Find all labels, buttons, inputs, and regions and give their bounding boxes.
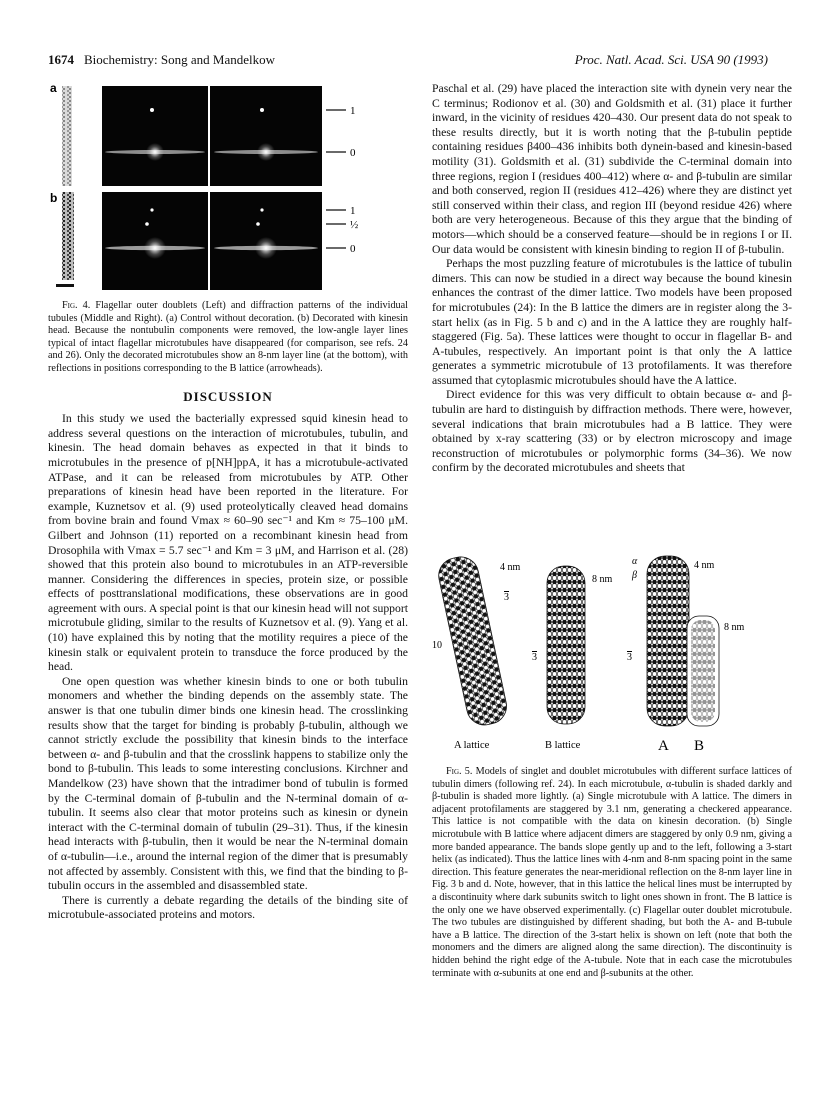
figure-5 (432, 548, 792, 758)
fig5-label-B: B (694, 738, 705, 754)
fig4-layer1-a-right (260, 108, 264, 112)
fig4-label-b-0: 0 (350, 243, 356, 255)
fig4-caption (48, 300, 408, 376)
fig5-label-3-b: 3 (532, 652, 537, 663)
discussion-paragraph-3: There is currently a debate regarding the details of the binding site of microtubule-associated proteins and motors. (48, 893, 408, 922)
fig5-caption (432, 766, 792, 980)
fig4-center-b-mid (144, 237, 166, 259)
fig4-caption-text: Flagellar outer doublets (Left) and diffraction patterns of the individual tubules (Middle and Right). (a) Control without decoration. (b) Decorated with kinesin head. Because the nontubulin components were removed, the low-angle layer lines typical of intact flagellar microtubules have disappeared (for comparison, see refs. 24 and 26). Only the decorated microtubules show an 8-nm layer line (at the bottom), with reflections in positions corresponding to the B lattice (arrowheads). (48, 300, 408, 374)
fig4-reflection-b-mid-2 (150, 208, 153, 211)
fig5-a-lattice-label: A lattice (454, 740, 490, 751)
fig4-label-a-0: 0 (350, 147, 356, 159)
fig5-label-8nm-c: 8 nm (724, 622, 745, 633)
fig5-caption-block (432, 766, 792, 980)
fig4-layer1-a-mid (150, 108, 154, 112)
fig4-label-a-1: 1 (350, 105, 356, 117)
fig5-label-A: A (658, 738, 669, 754)
fig4-doublet-b (62, 192, 74, 280)
fig4-center-a-right (257, 143, 275, 161)
discussion-heading: DISCUSSION (183, 388, 273, 404)
fig4-center-b-right (255, 237, 277, 259)
left-column (48, 300, 408, 923)
fig5-label-3-a: 3 (504, 592, 509, 603)
page-number: 1674 (48, 52, 74, 67)
fig4-diffraction-a-right (210, 86, 322, 186)
fig5-label-10: 10 (432, 640, 442, 651)
fig5-caption-text: Models of singlet and doublet microtubules with different surface lattices of tubulin dimers (following ref. 24). In each microtubule, α-tubulin is shaded darkly and β-tubulin is shaded more lightly. (a) Single microtubule with A lattice. The dimers in adjacent protofilaments are staggered by 3.1 nm, generating a checkered appearance. This lattice is not compatible with the data on kinesin decoration. (b) Single microtubule with B lattice where adjacent dimers are staggered by only 0.9 nm, giving a more banded appearance. The bands slope gently up and to the left, following a 3-start helix (as indicated). Thus the lattice lines with 4-nm and 8-nm spacing point in the same direction. This feature generates the near-meridional reflection on the 8-nm layer line in Fig. 3 b and d. Note, however, that in this lattice the helical lines must be interrupted by a discontinuity where dark subunits switch to light ones shown in front. The B lattice is the only one we have observed experimentally. (c) Flagellar outer doublet microtubule. The two tubules are distinguished by different shading, but both the A- and B-tubule have a B lattice. The direction of the 3-start helix is shown on left (note that both the monomers and the dimers are aligned along the same direction). The discontinuity is hidden behind the right edge of the A-tubule. Note that in each case the microtubules terminate with α-subunits at one end and β-subunits at the other. (432, 766, 792, 979)
fig4-panel-b-label: b (50, 191, 58, 205)
fig5-label-3-c: 3 (627, 652, 632, 663)
fig5-b-lattice-label: B lattice (545, 740, 581, 751)
discussion-paragraph-2: One open question was whether kinesin binds to one or both tubulin monomers and whether the binding depends on the assembly state. The answer is that one tubulin dimer binds one kinesin head. The crosslinking results show that the target for binding is probably β-tubulin, although we cannot strictly exclude the possibility that kinesin binds to the interface between α- and β-tubulin and that the crosslink happens to stabilize only the bond to β-tubulin. This leads to some interesting conclusions. Kirchner and Mandelkow (23) have shown that the intradimer bond of tubulin is formed by the C-terminal domain of β-tubulin and the N-terminal domain of α-tubulin. It seems also clear that motor proteins such as kinesin or dynein interact with the C-terminal domain of tubulin (29–31). Thus, if the kinesin head interacts with β-tubulin, then it would be near the N-terminal domain of α-tubulin—i.e., around the internal region of the dimer that is presumably not affected by assembly. Consistent with this, we find that the binding to β-tubulin occurs in the assembled and disassembled state. (48, 674, 408, 893)
journal-citation: Proc. Natl. Acad. Sci. USA 90 (1993) (574, 52, 768, 67)
fig5-label-beta: β (632, 570, 637, 581)
fig5-label-8nm-b: 8 nm (592, 574, 613, 585)
fig4-diffraction-a-middle (102, 86, 208, 186)
fig5-caption-label: Fig. 5. (446, 766, 473, 777)
fig4-reflection-b-right-1 (256, 222, 260, 226)
fig4-scale-bar (56, 284, 74, 287)
fig4-caption-label: Fig. 4. (62, 300, 91, 311)
running-title: Biochemistry: Song and Mandelkow (84, 52, 276, 67)
fig4-panel-a-label: a (50, 82, 57, 95)
fig4-label-b-half: ½ (350, 219, 359, 231)
right-paragraph-1: Paschal et al. (29) have placed the interaction site with dynein very near the C terminus; Rodionov et al. (30) and Goldsmith et al. (31) place it further inward, in the vicinity of residues 420–430. Our present data do not speak to these results directly, but it is worth noting that the β-tubulin peptide containing residues β400–436 inhibits both dynein-based and kinesin-based motility (31). Goldsmith et al. (31) subdivide the C-terminal domain into three regions, region I (residues 400–412) where α- and β-tubulin are similar and both conserved, region II (residues 412–426) where they are distinct yet still conserved within their class, and region III (beyond residue 426) where both are very heterogeneous. Because of this they argue that the binding of motors—which should be a conserved feature—should be in regions I or II. Our data would be consistent with kinesin binding to region II of β-tubulin. (432, 82, 792, 256)
fig5-label-4nm-c: 4 nm (694, 560, 715, 571)
right-column-top (432, 82, 792, 476)
discussion-paragraph-1: In this study we used the bacterially expressed squid kinesin head to address several questions on the interaction of microtubules, tubulin, and kinesin. The head domain behaves as expected in that it binds to microtubules in the presence of p[NH]ppA, it has a microtubule-activated ATPase, and it can be released from microtubules by ATP. Other preparations of kinesin head have been reported in the literature. For example, Kuznetsov et al. (9) used proteolytically cleaved head domains from bovine brain and found Vmax ≈ 60–90 sec⁻¹ and Km ≈ 75–100 μM. Gilbert and Johnson (11) reported on a recombinant kinesin head from Drosophila with Vmax = 5.7 sec⁻¹ and Km = 3 μM, and Harrison et al. (28) showed that this protein also bound to microtubules in an ATP-reversible manner. Considering the differences in species, protein size, or possible effects of posttranslational modifications, these observations are in good agreement with ours. A special point is that our kinesin head will not support microtubule gliding, similar to the results of Kuznetsov et al. (9). Yang et al. (10) have explained this by noting that the motility requires a piece of the kinesin stalk or equivalent protein to transduce the force produced by the head. (48, 412, 408, 674)
fig5-doublet-tube (647, 556, 719, 726)
fig5-b-lattice-tube (547, 566, 585, 724)
fig5-label-alpha: α (632, 556, 638, 567)
fig5-a-lattice-tube (435, 554, 509, 729)
fig4-reflection-b-right-2 (260, 208, 263, 211)
right-paragraph-3: Direct evidence for this was very difficult to obtain because α- and β-tubulin are hard to distinguish by diffraction methods. There were, however, several indications that brain microtubules had a B lattice. They were obtained by x-ray scattering (33) or by electron microscopy and image reconstruction of microtubules or polymorphic forms (34–36). We now confirm by the decorated microtubules and sheets that (432, 388, 792, 475)
figure-4 (48, 82, 408, 292)
right-paragraph-2: Perhaps the most puzzling feature of microtubules is the lattice of tubulin dimers. This can now be studied in a direct way because the bound kinesin enhances the contrast of the dimer lattice. Two models have been proposed for microtubules (24): In the B lattice the dimers are in register along the 3-start helix (as in Fig. 5 b and c) and in the A lattice they are roughly half-staggered (Fig. 5a). These lattices were thought to occur in flagellar B- and A-tubules, respectively. An important point is that only the A lattice generates a symmetric microtubule of 13 protofilaments. It was therefore assumed that cytoplasmic microtubules should have the A lattice. (432, 257, 792, 387)
fig4-label-b-1: 1 (350, 205, 356, 217)
fig4-center-a-mid (146, 143, 164, 161)
fig4-reflection-b-mid-1 (145, 222, 149, 226)
fig5-label-4nm-a: 4 nm (500, 562, 521, 573)
fig4-doublet-a (62, 86, 72, 186)
